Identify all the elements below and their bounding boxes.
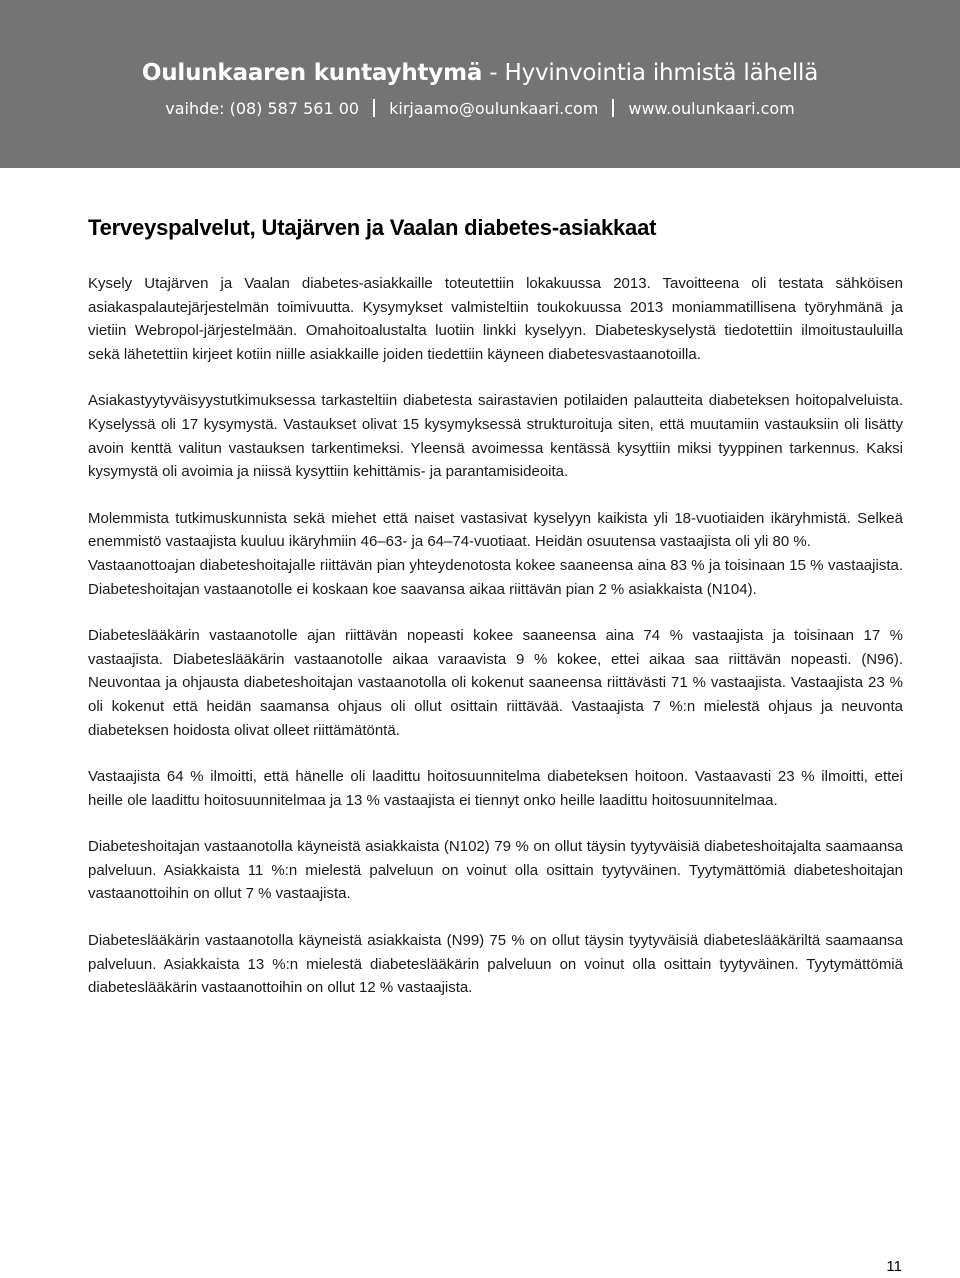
document-body — [88, 272, 903, 1023]
letterhead-banner — [0, 0, 960, 168]
paragraph-survey-intro: Kysely Utajärven ja Vaalan diabetes-asiakkaille toteutettiin lokakuussa 2013. Tavoitteena oli testata sähköisen asiakaspalautejärjestelmän toimivuutta. Kysymykset valmisteltiin toukokuussa 2013 moniammatillisena työryhmänä ja vietiin Webropol-järjestelmään. Omahoitoalustalta luotiin linkki kyselyyn. Diabeteskyselystä tiedotettiin ilmoitustauluilla sekä lähetettiin kirjeet kotiin niille asiakkaille joiden tiedettiin käyneen diabetesvastaanotoilla. — [88, 275, 903, 363]
page-number: 11 — [886, 1258, 902, 1275]
email-address: kirjaamo@oulunkaari.com — [389, 99, 599, 118]
paragraph-nurse-appointments: Vastaanottoajan diabeteshoitajalle riittävän pian yhteydenotosta kokee saaneensa aina 83 % ja toisinaan 15 % vastaajista. Diabeteshoitajan vastaanotolle ei koskaan koe saavansa aikaa riittävän pian 2 % asiakkaista (N104). — [88, 556, 903, 598]
organization-tagline: - Hyvinvointia ihmistä lähellä — [482, 60, 819, 86]
paragraph-care-plan: Vastaajista 64 % ilmoitti, että hänelle oli laadittu hoitosuunnitelma diabeteksen hoitoon. Vastaavasti 23 % ilmoitti, ettei heille ole laadittu hoitosuunnitelmaa ja 13 % vastaajista ei tiennyt onko heille laadittu hoitosuunnitelmaa. — [88, 768, 903, 809]
letterhead-contact-line — [0, 99, 960, 118]
contact-separator — [612, 99, 614, 117]
paragraph-doctor-satisfaction: Diabeteslääkärin vastaanotolla käyneistä asiakkaista (N99) 75 % on ollut täysin tyytyväisiä diabeteslääkäriltä saamaansa palveluun. Asiakkaista 13 %:n mielestä diabeteslääkärin palveluun on voinut olla osittain tyytyväinen. Tyytymättömiä diabeteslääkärin vastaanottoihin on ollut 12 % vastaajista. — [88, 932, 903, 997]
phone-number: vaihde: (08) 587 561 00 — [165, 99, 360, 118]
paragraph-nurse-satisfaction: Diabeteshoitajan vastaanotolla käyneistä asiakkaista (N102) 79 % on ollut täysin tyytyväisiä diabeteshoitajalta saamaansa palveluun. Asiakkaista 11 %:n mielestä palveluun on voinut olla osittain tyytyväinen. Tyytymättömiä diabeteshoitajan vastaanottoihin on ollut 7 % vastaajista. — [88, 838, 903, 903]
organization-name: Oulunkaaren kuntayhtymä — [141, 60, 483, 86]
contact-separator — [373, 99, 375, 117]
paragraph-survey-content: Asiakastyytyväisyystutkimuksessa tarkasteltiin diabetesta sairastavien potilaiden palautteita diabeteksen hoitopalveluista. Kyselyssä oli 17 kysymystä. Vastaukset olivat 15 kysymyksessä strukturoituja siten, että muutamiin vastauksiin oli lisätty avoin kenttä valitun vastauksen tarkentimeksi. Yleensä avoimessa kentässä kysyttiin miksi tyyppinen tarkennus. Kaksi kysymystä oli avoimia ja niissä kysyttiin kehittämis- ja parantamisideoita. — [88, 392, 903, 481]
website-address: www.oulunkaari.com — [628, 99, 795, 118]
document-title: Terveyspalvelut, Utajärven ja Vaalan diabetes-asiakkaat — [88, 215, 657, 240]
letterhead-title — [0, 60, 960, 86]
paragraph-doctor-appointments: Diabeteslääkärin vastaanotolle ajan riittävän nopeasti kokee saaneensa aina 74 % vastaajista ja toisinaan 17 % vastaajista. Diabeteslääkärin vastaanotolle aikaa varaavista 9 % kokee, ettei aikaa saa riittävän nopeasti. (N96). Neuvontaa ja ohjausta diabeteshoitajan vastaanotolla oli kokenut saaneensa riittävästi 71 % vastaajista. Vastaajista 23 % oli kokenut että heidän saamansa ohjaus oli ollut osittain riittävää. Vastaajista 7 %:n mielestä ohjaus ja neuvonta diabeteksen hoidosta olivat olleet riittämätöntä. — [88, 627, 903, 739]
paragraph-respondents: Molemmista tutkimuskunnista sekä miehet että naiset vastasivat kyselyyn kaikista yli 18-vuotiaiden ikäryhmistä. Selkeä enemmistö vastaajista kuuluu ikäryhmiin 46–63- ja 64–74-vuotiaat. Heidän osuutensa vastaajista oli yli 80 %. — [88, 509, 903, 551]
